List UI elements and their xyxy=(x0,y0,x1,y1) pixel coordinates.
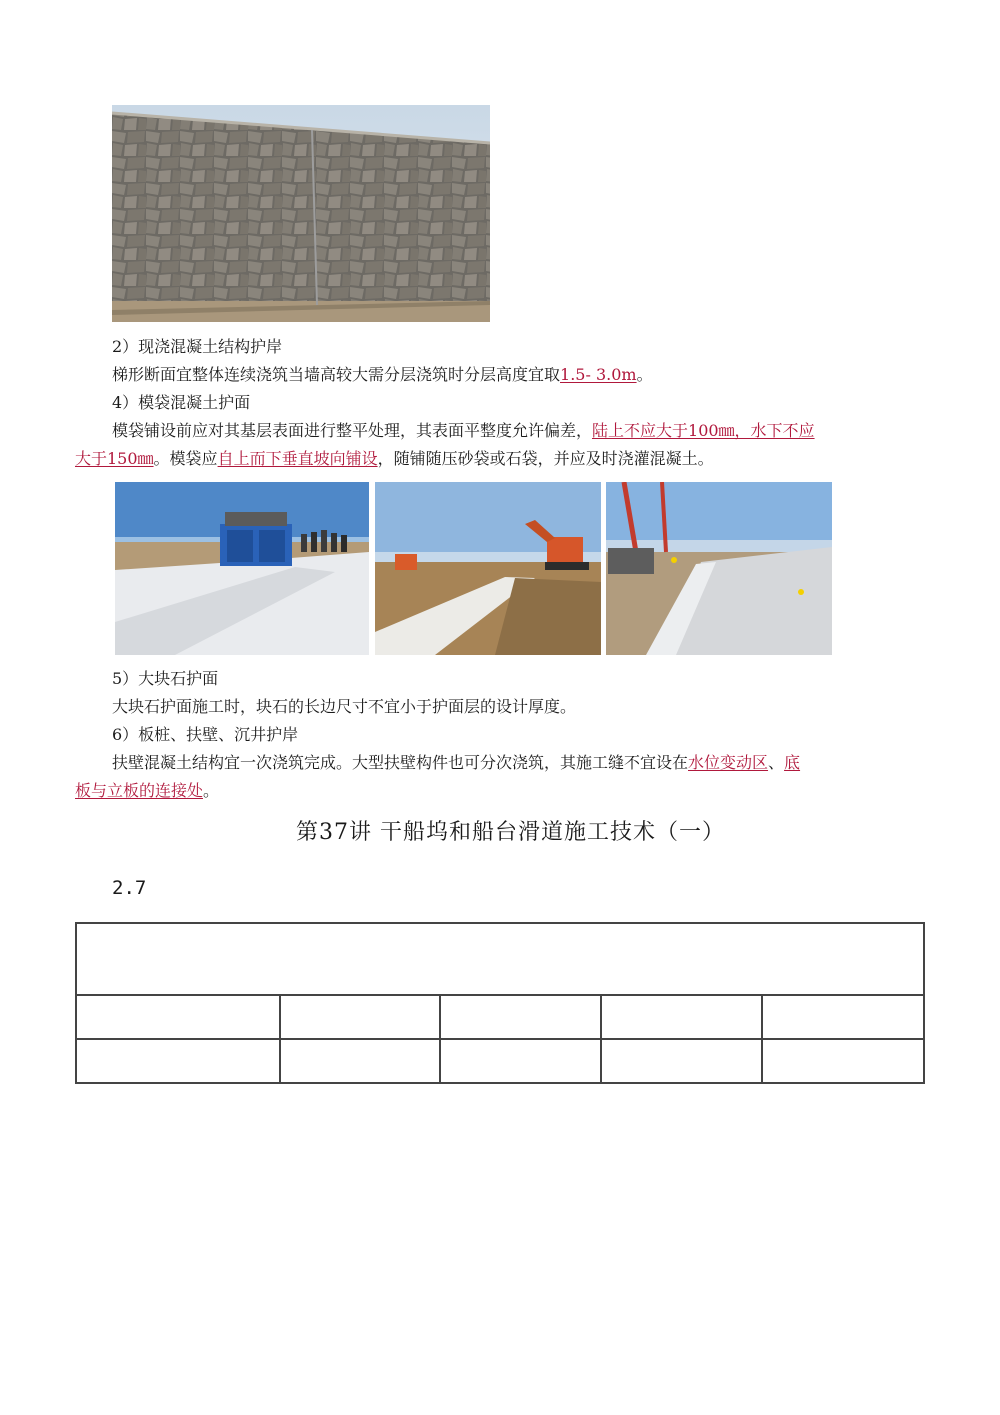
table-cell xyxy=(76,995,280,1039)
table-cell xyxy=(280,1039,441,1083)
section-6-line-2: 板与立板的连接处。 xyxy=(75,781,220,800)
table-row xyxy=(76,1039,924,1083)
section-6-line-1: 扶壁混凝土结构宜一次浇筑完成。大型扶壁构件也可分次浇筑，其施工缝不宜设在水位变动区、底 xyxy=(112,753,801,772)
section-6-heading: 6）板桩、扶壁、沉井护岸 xyxy=(112,725,299,744)
lecture-title: 第37讲 干船坞和船台滑道施工技术（一） xyxy=(296,820,725,845)
highlight-bottom: 底 xyxy=(784,753,801,772)
table-cell xyxy=(76,1039,280,1083)
highlight-flatness-land: 陆上不应大于100㎜，水下不应 xyxy=(592,421,815,440)
table-row xyxy=(76,923,924,995)
empty-table xyxy=(75,922,925,1084)
section-number: 2.7 xyxy=(112,877,147,899)
table-cell xyxy=(280,995,441,1039)
section-4-line-1: 模袋铺设前应对其基层表面进行整平处理，其表面平整度允许偏差，陆上不应大于100㎜，水下不应 xyxy=(112,421,815,440)
highlight-flatness-water: 大于150㎜ xyxy=(75,449,154,468)
section-2-text: 梯形断面宜整体连续浇筑当墙高较大需分层浇筑时分层高度宜取1.5- 3.0m。 xyxy=(112,365,653,384)
table-cell xyxy=(762,1039,924,1083)
section-5-heading: 5）大块石护面 xyxy=(112,669,219,688)
table-cell xyxy=(601,1039,762,1083)
concrete-pump-canal-photo xyxy=(606,482,832,655)
table-cell xyxy=(440,995,601,1039)
highlight-water-level-zone: 水位变动区 xyxy=(688,753,769,772)
table-header-cell xyxy=(76,923,924,995)
stone-wall-photo xyxy=(112,105,490,322)
highlight-layer-height: 1.5- 3.0m xyxy=(560,365,637,384)
section-4-line-2: 大于150㎜。模袋应自上而下垂直坡向铺设，随铺随压砂袋或石袋，并应及时浇灌混凝土。 xyxy=(75,449,714,468)
table-cell xyxy=(440,1039,601,1083)
table-cell xyxy=(762,995,924,1039)
sluice-gate-bag-concrete-photo xyxy=(115,482,369,655)
highlight-laying-direction: 自上而下垂直坡向铺设 xyxy=(217,449,378,468)
table-row xyxy=(76,995,924,1039)
table-cell xyxy=(601,995,762,1039)
section-2-heading: 2）现浇混凝土结构护岸 xyxy=(112,337,283,356)
highlight-slab-joint: 板与立板的连接处 xyxy=(75,781,204,800)
excavator-canal-photo xyxy=(375,482,601,655)
section-5-text: 大块石护面施工时，块石的长边尺寸不宜小于护面层的设计厚度。 xyxy=(112,697,577,716)
section-4-heading: 4）模袋混凝土护面 xyxy=(112,393,251,412)
